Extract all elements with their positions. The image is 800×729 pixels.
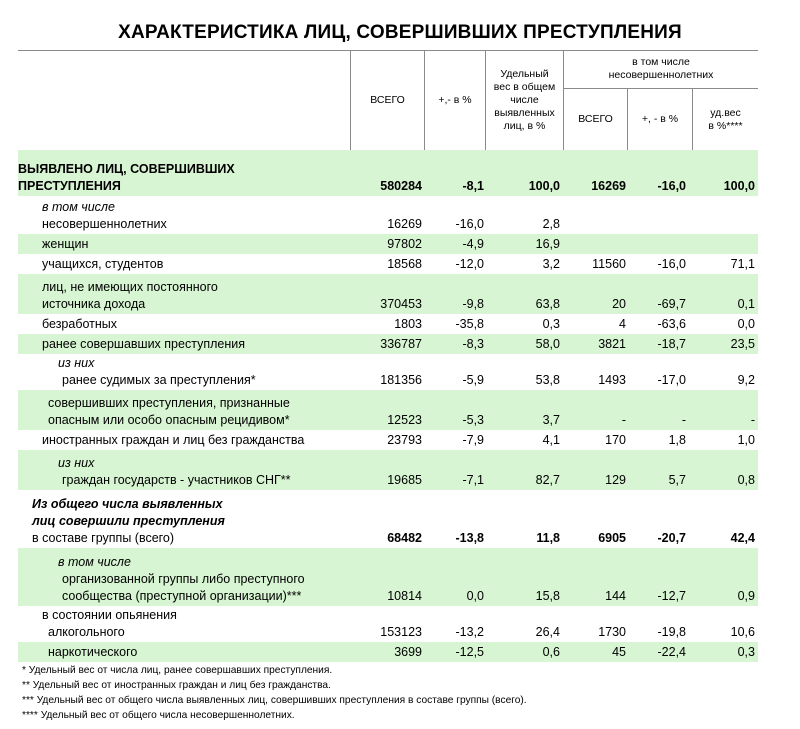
cell-m-total: 1730 <box>598 625 626 639</box>
cell-total: 10814 <box>387 589 422 603</box>
cell-m-total: 6905 <box>598 531 626 545</box>
cell-total: 370453 <box>380 297 422 311</box>
header-minors-line: в том числе <box>632 56 690 68</box>
cell-share: 63,8 <box>535 297 560 311</box>
row-label-line: в том числе <box>58 555 131 569</box>
cell-change: -5,3 <box>462 413 484 427</box>
row-label-line: лиц совершили преступления <box>32 514 225 528</box>
row-label-line: в том числе <box>42 200 115 214</box>
cell-share: 82,7 <box>535 473 560 487</box>
cell-m-share: 0,8 <box>737 473 755 487</box>
cell-m-change: - <box>681 413 686 427</box>
row-unemployed <box>18 314 758 334</box>
cell-m-share: 0,1 <box>737 297 755 311</box>
cell-m-share: 42,4 <box>730 531 755 545</box>
cell-total: 336787 <box>380 337 422 351</box>
header-minors-line: несовершеннолетних <box>608 69 714 81</box>
cell-share: 3,7 <box>542 413 560 427</box>
header-minors-group <box>564 50 758 88</box>
row-women <box>18 234 758 254</box>
cell-m-change: -19,8 <box>657 625 686 639</box>
header-share-line: Удельный <box>500 67 549 80</box>
row-label-line: ПРЕСТУПЛЕНИЯ <box>18 179 121 193</box>
row-recidivism <box>18 390 758 430</box>
row-label-line: ранее совершавших преступления <box>42 337 245 351</box>
cell-m-change: -63,6 <box>657 317 686 331</box>
row-label <box>18 554 305 605</box>
cell-m-share: 100,0 <box>723 179 755 193</box>
cell-change: -35,8 <box>455 317 484 331</box>
header-minors-share-line: уд.вес <box>710 106 741 119</box>
header-share-line: числе <box>510 93 539 106</box>
cell-m-change: -16,0 <box>657 257 686 271</box>
cell-share: 11,8 <box>536 531 560 545</box>
row-label <box>18 395 290 429</box>
cell-change: -13,8 <box>455 531 484 545</box>
header-share-line: вес в общем <box>493 80 556 93</box>
cell-share: 0,6 <box>542 645 560 659</box>
cell-change: -5,9 <box>462 373 484 387</box>
cell-share: 16,9 <box>535 237 560 251</box>
cell-m-change: -16,0 <box>657 179 686 193</box>
cell-change: 0,0 <box>466 589 484 603</box>
row-label <box>18 607 177 641</box>
row-label-line: граждан государств - участников СНГ** <box>62 473 291 487</box>
row-label-line: из них <box>58 356 95 370</box>
row-repeat-offenders <box>18 334 758 354</box>
page-title: ХАРАКТЕРИСТИКА ЛИЦ, СОВЕРШИВШИХ ПРЕСТУПЛЕНИЯ <box>118 22 682 43</box>
cell-m-share: 9,2 <box>737 373 755 387</box>
cell-share: 2,8 <box>542 217 560 231</box>
row-label-line: несовершеннолетних <box>42 217 167 231</box>
cell-m-total: 4 <box>619 317 626 331</box>
header-share-line: лиц, в % <box>503 119 546 132</box>
row-minors <box>18 196 758 234</box>
row-label <box>18 316 117 333</box>
cell-total: 23793 <box>387 433 422 447</box>
cell-change: -12,5 <box>455 645 484 659</box>
cell-change: -8,3 <box>462 337 484 351</box>
cell-m-change: 1,8 <box>668 433 686 447</box>
row-organized-group <box>18 548 758 606</box>
cell-m-change: -17,0 <box>657 373 686 387</box>
row-label-line: учащихся, студентов <box>42 257 164 271</box>
cell-m-total: 20 <box>612 297 626 311</box>
row-label <box>18 644 137 661</box>
cell-m-total: 11560 <box>592 257 626 271</box>
header-share-line: выявленных <box>494 106 555 119</box>
row-label <box>18 256 163 273</box>
cell-total: 580284 <box>380 179 422 193</box>
cell-total: 16269 <box>387 217 422 231</box>
cell-change: -9,8 <box>462 297 484 311</box>
row-label <box>18 236 88 253</box>
footnote: *** Удельный вес от общего числа выявленных лиц, совершивших преступления в составе группы (всего). <box>22 695 527 706</box>
cell-change: -12,0 <box>455 257 484 271</box>
footnote: * Удельный вес от числа лиц, ранее совершавших преступления. <box>22 665 333 676</box>
row-label-line: совершивших преступления, признанные <box>48 396 290 410</box>
cell-m-total: - <box>621 413 626 427</box>
header-total: ВСЕГО <box>370 93 405 106</box>
cell-m-share: 0,0 <box>737 317 755 331</box>
header-change: +,- в % <box>438 93 472 106</box>
row-label-line: в состоянии опьянения <box>42 608 177 622</box>
row-label-line: алкогольного <box>48 625 125 639</box>
cell-change: -8,1 <box>462 179 484 193</box>
cell-total: 1803 <box>394 317 422 331</box>
cell-total: 3699 <box>394 645 422 659</box>
header-minors-share <box>693 89 758 150</box>
cell-m-change: -18,7 <box>657 337 686 351</box>
header-minors-share-line: в %**** <box>708 119 743 132</box>
row-alcohol <box>18 606 758 642</box>
cell-total: 18568 <box>387 257 422 271</box>
cell-m-change: -22,4 <box>657 645 686 659</box>
row-label-line: сообщества (преступной организации)*** <box>62 589 302 603</box>
cell-m-share: 71,1 <box>730 257 755 271</box>
header-minors-total: ВСЕГО <box>578 113 613 125</box>
row-label-line: ВЫЯВЛЕНО ЛИЦ, СОВЕРШИВШИХ <box>18 162 235 176</box>
cell-total: 153123 <box>380 625 422 639</box>
row-label-line: безработных <box>42 317 118 331</box>
cell-share: 4,1 <box>542 433 560 447</box>
cell-total: 181356 <box>380 373 422 387</box>
cell-m-change: -20,7 <box>657 531 686 545</box>
cell-m-share: 10,6 <box>730 625 755 639</box>
cell-share: 58,0 <box>535 337 560 351</box>
cell-m-total: 129 <box>605 473 626 487</box>
row-label-line: женщин <box>42 237 89 251</box>
row-label <box>18 432 304 449</box>
cell-total: 12523 <box>387 413 422 427</box>
footnote: ** Удельный вес от иностранных граждан и лиц без гражданства. <box>22 680 331 691</box>
cell-change: -7,1 <box>462 473 484 487</box>
row-drugs <box>18 642 758 662</box>
cell-total: 97802 <box>387 237 422 251</box>
cell-change: -4,9 <box>462 237 484 251</box>
row-label-line: ранее судимых за преступления* <box>62 373 256 387</box>
cell-m-share: 23,5 <box>730 337 755 351</box>
cell-m-change: -69,7 <box>657 297 686 311</box>
cell-m-change: 5,7 <box>668 473 686 487</box>
cell-m-share: 1,0 <box>737 433 755 447</box>
row-label-line: опасным или особо опасным рецидивом* <box>48 413 290 427</box>
row-label-line: источника дохода <box>42 297 146 311</box>
cell-total: 19685 <box>387 473 422 487</box>
row-label <box>18 355 256 389</box>
row-cis-citizens <box>18 450 758 490</box>
cell-change: -16,0 <box>455 217 484 231</box>
row-label-line: наркотического <box>48 645 138 659</box>
cell-change: -7,9 <box>462 433 484 447</box>
cell-m-total: 45 <box>612 645 626 659</box>
row-previously-convicted <box>18 354 758 390</box>
cell-share: 3,2 <box>542 257 560 271</box>
cell-m-share: - <box>750 413 755 427</box>
cell-m-total: 1493 <box>598 373 626 387</box>
row-foreigners <box>18 430 758 450</box>
cell-total: 68482 <box>387 531 422 545</box>
cell-m-share: 0,3 <box>737 645 755 659</box>
row-label-line: в составе группы (всего) <box>32 531 175 545</box>
cell-share: 100,0 <box>528 179 560 193</box>
row-label <box>18 279 218 313</box>
cell-m-total: 16269 <box>591 179 626 193</box>
row-students <box>18 254 758 274</box>
row-group-crimes <box>18 490 758 548</box>
row-label <box>18 161 235 195</box>
row-label-line: организованной группы либо преступного <box>62 572 305 586</box>
cell-m-change: -12,7 <box>657 589 686 603</box>
cell-m-total: 170 <box>605 433 626 447</box>
header-minors-change: +, - в % <box>641 113 679 125</box>
footnote: **** Удельный вес от общего числа несовершеннолетних. <box>22 710 295 721</box>
row-label <box>18 455 291 489</box>
row-total-identified <box>18 150 758 196</box>
cell-share: 0,3 <box>542 317 560 331</box>
cell-m-total: 3821 <box>598 337 626 351</box>
row-no-income <box>18 274 758 314</box>
cell-share: 26,4 <box>535 625 560 639</box>
row-label-line: из них <box>58 456 95 470</box>
cell-share: 15,8 <box>535 589 560 603</box>
cell-change: -13,2 <box>455 625 484 639</box>
row-label <box>18 496 225 547</box>
row-label-line: лиц, не имеющих постоянного <box>42 280 218 294</box>
cell-m-total: 144 <box>605 589 626 603</box>
row-label <box>18 336 245 353</box>
row-label-line: иностранных граждан и лиц без гражданства <box>42 433 305 447</box>
header-share <box>486 50 563 150</box>
cell-share: 53,8 <box>535 373 560 387</box>
cell-m-share: 0,9 <box>737 589 755 603</box>
row-label <box>18 199 167 233</box>
row-label-line: Из общего числа выявленных <box>32 497 223 511</box>
